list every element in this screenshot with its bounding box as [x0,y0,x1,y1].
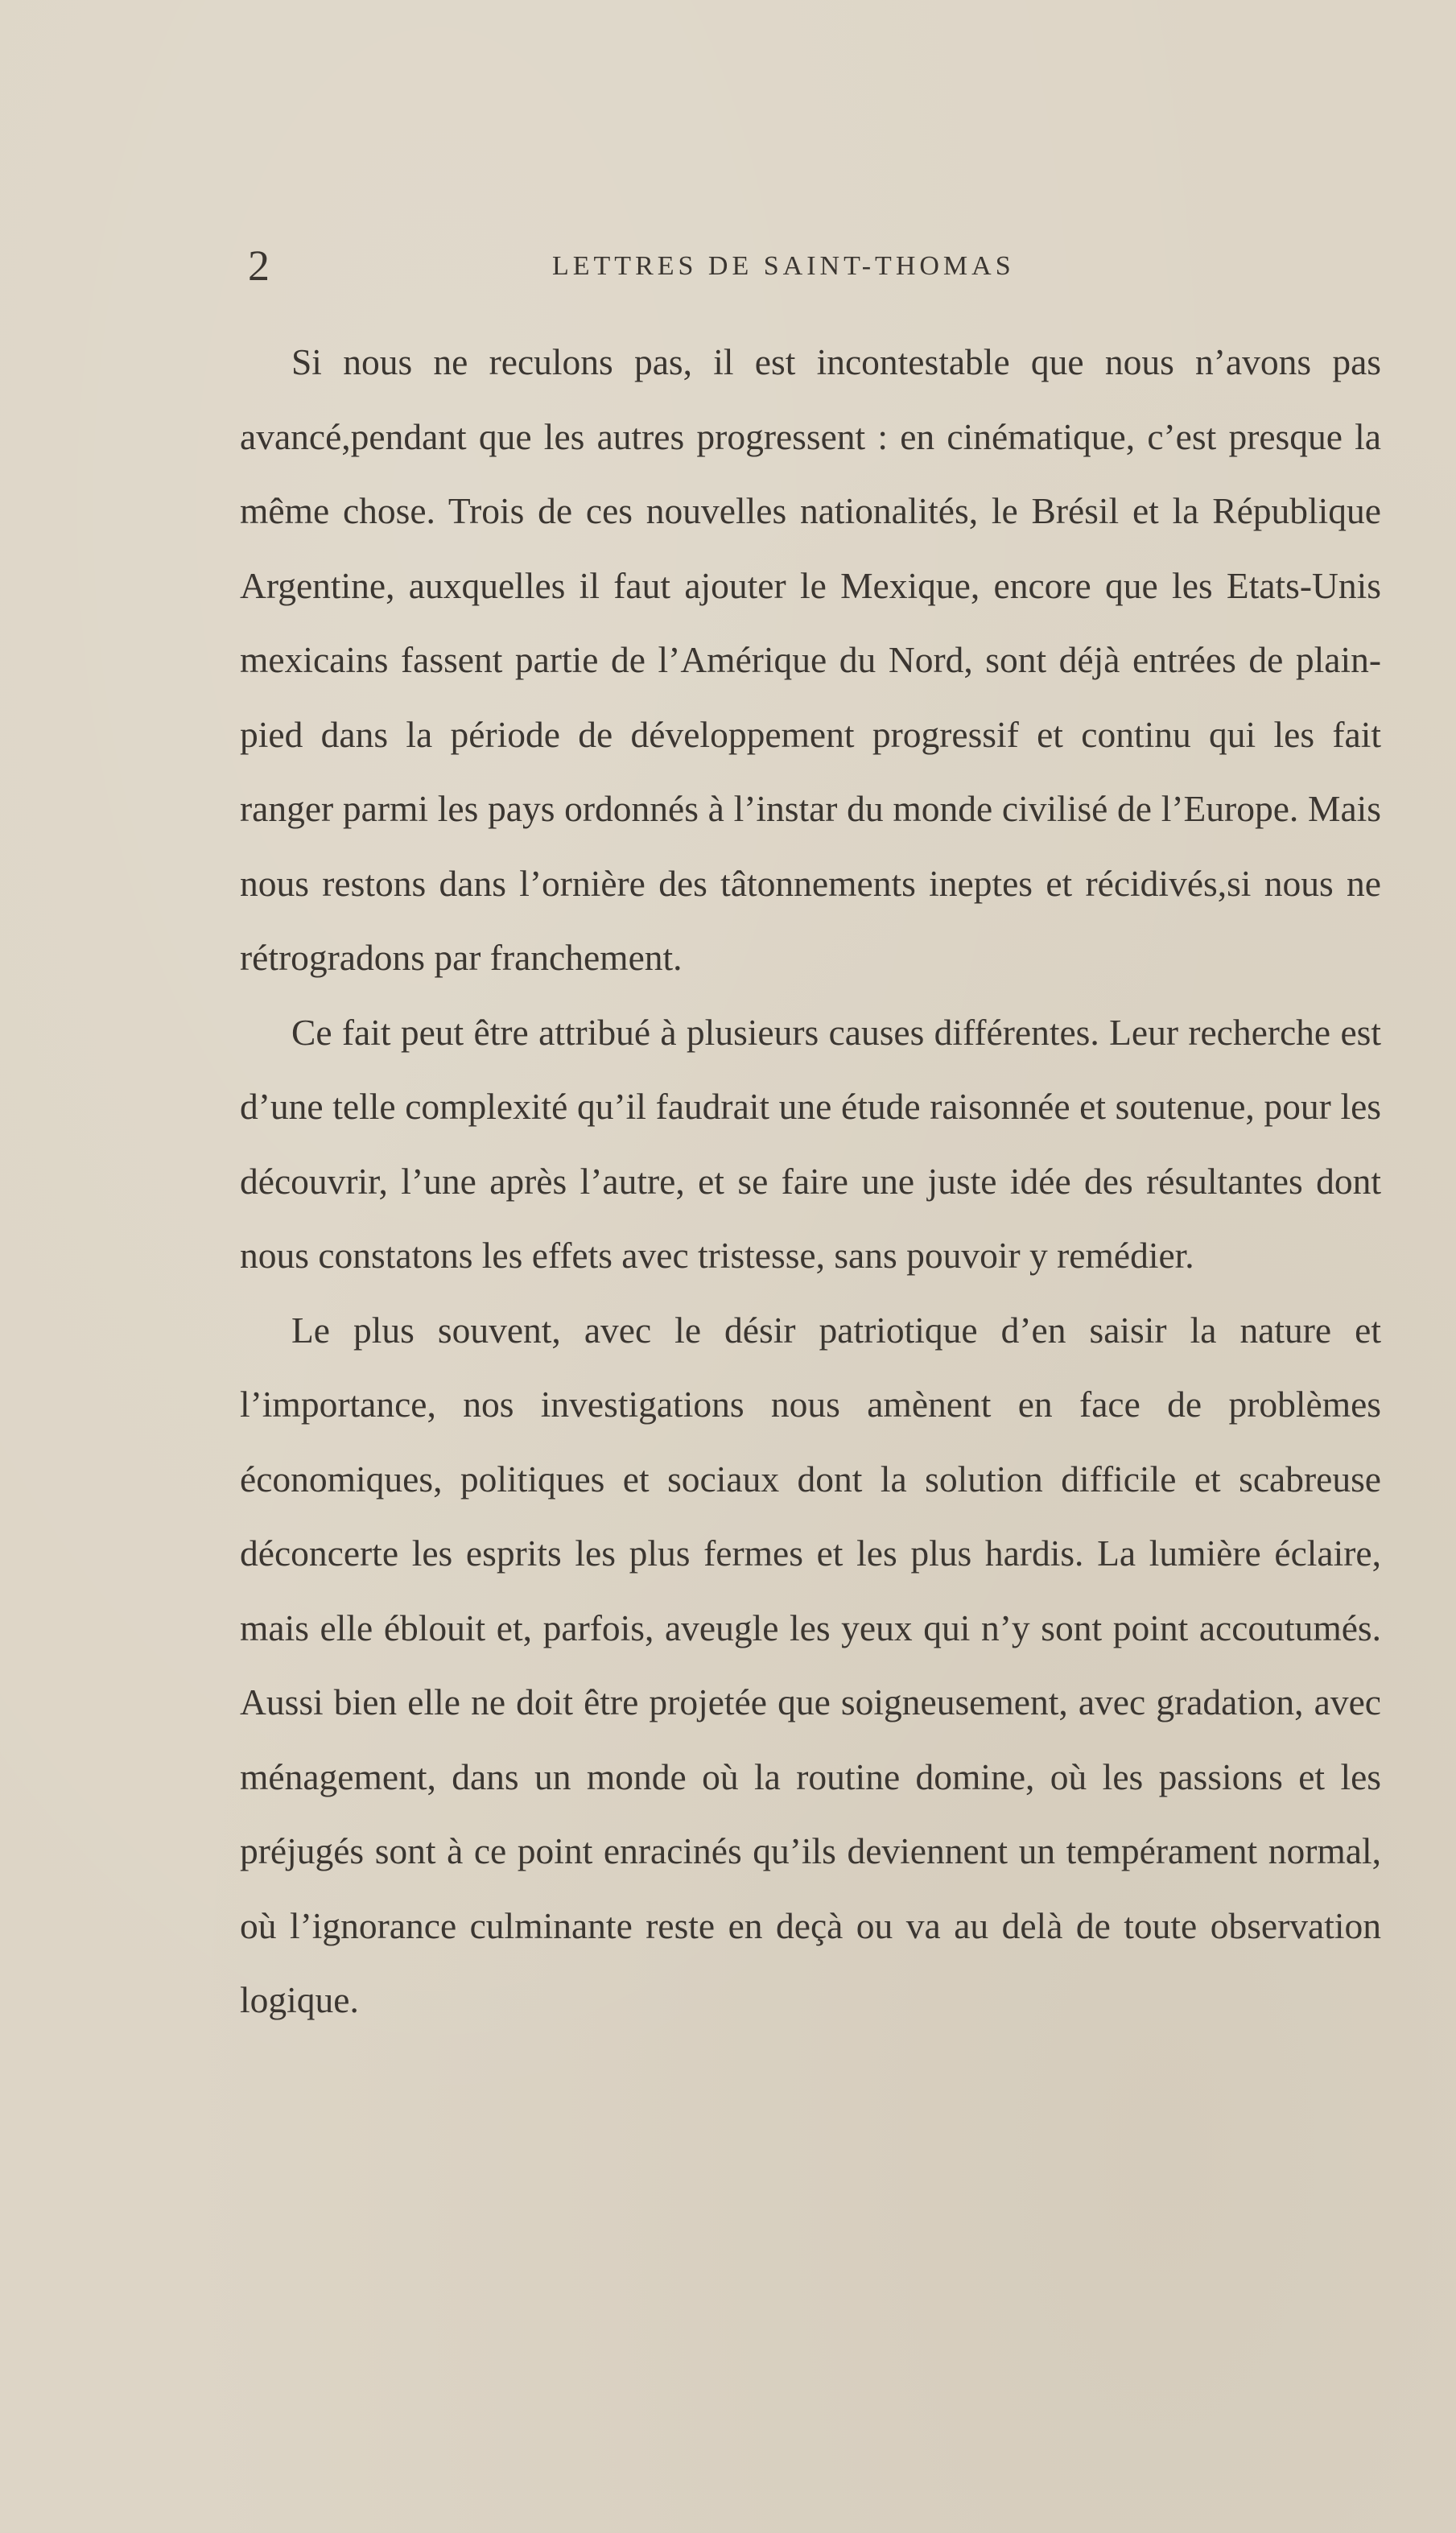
page-header [248,241,1375,290]
body-text [240,325,1381,2038]
page-number: 2 [248,241,270,290]
paragraph: Le plus souvent, avec le désir patriotique d’en saisir la nature et l’importance, nos investigations nous amènent en face de problèmes économiques, politiques et sociaux dont la solution difficile et scabreuse déconcerte les esprits les plus fermes et les plus hardis. La lumière éclaire, mais elle éblouit et, parfois, aveugle les yeux qui n’y sont point accoutumés. Aussi bien elle ne doit être projetée que soigneusement, avec gradation, avec ménagement, dans un monde où la routine domine, où les passions et les préjugés sont à ce point enracinés qu’ils deviennent un tempérament normal, où l’ignorance culminante reste en deçà ou va au delà de toute observation logique. [240,1309,1381,2020]
paragraph: Si nous ne reculons pas, il est incontestable que nous n’avons pas avancé,pendant que les autres progressent : en cinématique, c’est presque la même chose. Trois de ces nouvelles nationalités, le Brésil et la République Argentine, auxquelles il faut ajouter le Mexique, encore que les Etats-Unis mexicains fassent partie de l’Amérique du Nord, sont déjà entrées de plain-pied dans la période de développement progressif et continu qui les fait ranger parmi les pays ordonnés à l’instar du monde civilisé de l’Europe. Mais nous restons dans l’ornière des tâtonnements ineptes et récidivés,si nous ne rétrogradons par franchement. [240,341,1381,978]
running-title: LETTRES DE SAINT-THOMAS [552,251,1015,281]
paragraph: Ce fait peut être attribué à plusieurs causes différentes. Leur recherche est d’une telle complexité qu’il faudrait une étude raisonnée et soutenue, pour les découvrir, l’une après l’autre, et se faire une juste idée des résultantes dont nous constatons les effets avec tristesse, sans pouvoir y remédier. [240,1011,1381,1276]
